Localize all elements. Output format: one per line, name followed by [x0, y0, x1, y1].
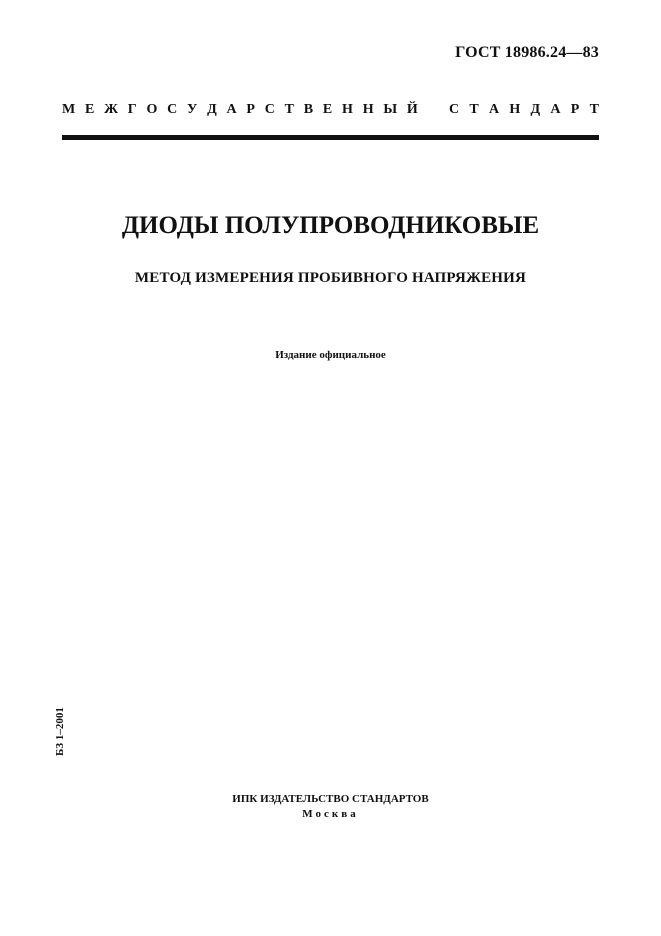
letter: Н	[509, 102, 521, 117]
letter: Е	[85, 102, 95, 117]
letter: Т	[469, 102, 479, 117]
letter: Н	[362, 102, 374, 117]
letter: О	[146, 102, 158, 117]
document-number: ГОСТ 18986.24—83	[455, 44, 599, 61]
letter: Д	[207, 102, 217, 117]
letter: Е	[322, 102, 333, 117]
letter: С	[167, 102, 178, 117]
letter: Р	[570, 102, 580, 117]
letter: Й	[406, 102, 418, 117]
standard-type-heading	[62, 102, 599, 118]
letter: Г	[127, 102, 137, 117]
publisher-city: Москва	[302, 808, 359, 820]
letter: Д	[530, 102, 541, 117]
letter: С	[264, 102, 275, 117]
header-divider	[62, 135, 599, 140]
letter: С	[449, 102, 460, 117]
letter: Н	[342, 102, 353, 117]
letter: В	[303, 102, 314, 117]
letter: А	[226, 102, 237, 117]
side-code: БЗ 1–2001	[54, 707, 66, 756]
letter: Т	[284, 102, 295, 117]
standard-type-word-standard	[449, 102, 599, 118]
letter: А	[488, 102, 500, 117]
publisher-name: ИПК ИЗДАТЕЛЬСТВО СТАНДАРТОВ	[232, 793, 429, 805]
letter: Т	[589, 102, 599, 117]
letter: Р	[246, 102, 255, 117]
edition-label: Издание официальное	[275, 349, 386, 361]
letter: М	[62, 102, 76, 117]
letter: Ы	[383, 102, 398, 117]
standard-type-word-interstate	[62, 102, 418, 118]
letter: Ж	[104, 102, 118, 117]
document-title: ДИОДЫ ПОЛУПРОВОДНИКОВЫЕ	[121, 212, 540, 239]
letter: А	[550, 102, 561, 117]
letter: У	[187, 102, 198, 117]
document-subtitle: МЕТОД ИЗМЕРЕНИЯ ПРОБИВНОГО НАПРЯЖЕНИЯ	[134, 270, 527, 286]
